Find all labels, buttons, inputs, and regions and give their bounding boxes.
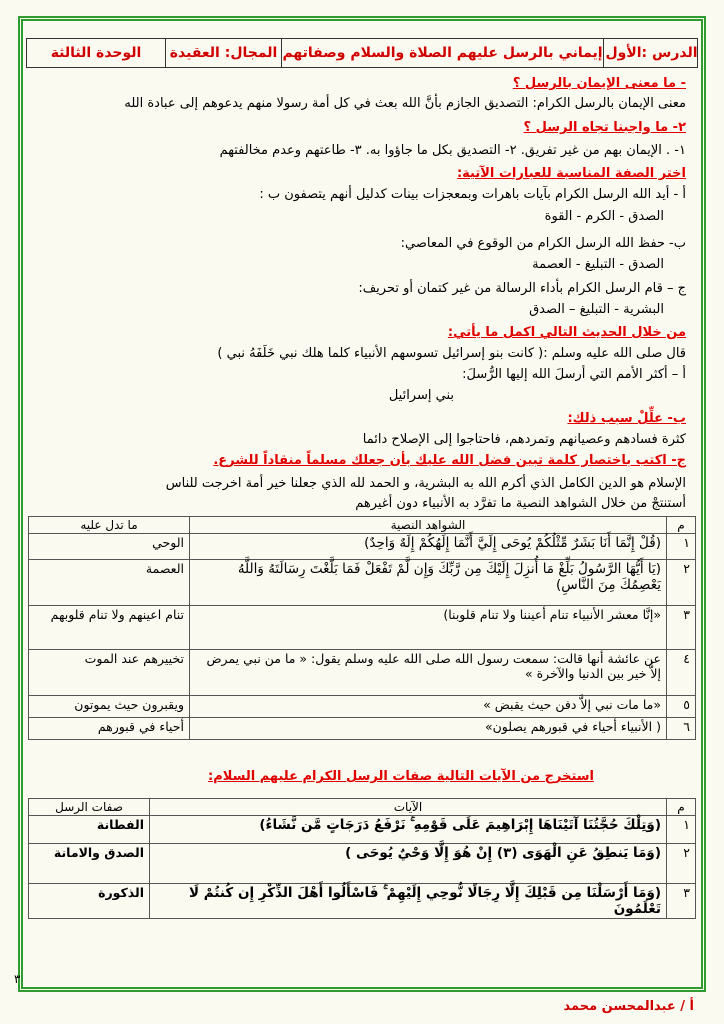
verse-cell: (وَتِلْكَ حُجَّتُنَا آتَيْنَاهَا إِبْرَاهِيمَ عَلَى قَوْمِهِ ۚ نَرْفَعُ دَرَجَاتٍ مَّن نَّشَاءُ) <box>150 816 667 844</box>
row-number: ٣ <box>667 884 696 919</box>
q4-b-heading: ب- علِّلْ سبب ذلك: <box>567 411 686 426</box>
lesson-title: إيماني بالرسل عليهم الصلاة والسلام وصفاتهم <box>281 39 603 67</box>
table-prophet-features <box>28 516 696 740</box>
col-header-meaning: ما تدل عليه <box>29 517 190 534</box>
q1-answer: معنى الإيمان بالرسل الكرام: التصديق الجازم بأنَّ الله بعث في كل أمة رسولا منهم يدعوهم إلى عبادة الله <box>124 96 686 111</box>
q3-b-options: الصدق - التبليغ - العصمة <box>532 257 664 272</box>
row-number: ١ <box>667 534 696 560</box>
meaning-cell: ويقبرون حيث يموتون <box>29 696 190 718</box>
attribute-cell: الذكورة <box>29 884 150 919</box>
q3-heading: اختر الصفة المناسبة للعبارات الآتية: <box>456 166 686 181</box>
table-row <box>29 560 696 606</box>
page-number: ٣ <box>14 972 21 986</box>
verse-cell: (وَمَا أَرْسَلْنَا مِن قَبْلِكَ إِلَّا رِجَالًا نُّوحِي إِلَيْهِمْ ۚ فَاسْأَلُوا أَهْلَ الذِّكْرِ إِن كُنتُمْ لَا تَعْلَمُونَ <box>150 884 667 919</box>
q4-a-text: أ – أكثر الأمم التي أرسلَ الله إليها الرُّسلَ: <box>462 367 686 382</box>
verse-cell: (وَمَا يَنطِقُ عَنِ الْهَوَى (٣) إِنْ هُوَ إِلَّا وَحْيٌ يُوحَى ) <box>150 844 667 884</box>
q3-a-options: الصدق - الكرم - القوة <box>544 209 664 224</box>
q3-c-options: البشرية - التبليغ – الصدق <box>529 302 664 317</box>
table-messenger-attributes <box>28 798 696 919</box>
field-label: المجال: العقيدة <box>165 39 281 67</box>
attribute-cell: الصدق والامانة <box>29 844 150 884</box>
table-row <box>29 696 696 718</box>
q3-c-text: ج – قام الرسل الكرام بأداء الرسالة من غير كتمان أو تحريف: <box>358 281 686 296</box>
meaning-cell: العصمة <box>29 560 190 606</box>
col-header-attributes: صفات الرسل <box>29 799 150 816</box>
row-number: ٢ <box>667 560 696 606</box>
meaning-cell: تخييرهم عند الموت <box>29 650 190 696</box>
table-row <box>29 718 696 740</box>
table-row <box>29 816 696 844</box>
table-row <box>29 884 696 919</box>
evidence-cell: ( الأنبياء أحياء في قبورهم يصلون» <box>190 718 667 740</box>
row-number: ٣ <box>667 606 696 650</box>
row-number: ٤ <box>667 650 696 696</box>
lesson-number: الدرس :الأول <box>603 39 699 67</box>
meaning-cell: تنام اعينهم ولا تنام قلوبهم <box>29 606 190 650</box>
meaning-cell: أحياء في قبورهم <box>29 718 190 740</box>
table2-heading: استخرج من الآيات التالية صفات الرسل الكرام عليهم السلام: <box>208 769 594 784</box>
evidence-cell: (قُلْ إِنَّمَا أَنَا بَشَرٌ مِّثْلُكُمْ يُوحَى إِلَيَّ أَنَّمَا إِلَهُكُمْ إِلَهٌ وَاحِدٌ) <box>190 534 667 560</box>
col-header-verses: الآيات <box>150 799 667 816</box>
table-row <box>29 844 696 884</box>
q3-b-text: ب- حفظ الله الرسل الكرام من الوقوع في المعاصي: <box>400 236 686 251</box>
evidence-cell: «ما مات نبي إلاَّ دفن حيث يقبض » <box>190 696 667 718</box>
q4-c-answer: الإسلام هو الدين الكامل الذي أكرم الله به البشرية، و الحمد لله الذي جعلنا خير أمة اخرجت للناس <box>165 476 686 491</box>
table-header-row <box>29 517 696 534</box>
row-number: ٦ <box>667 718 696 740</box>
row-number: ٢ <box>667 844 696 884</box>
q4-heading: من خلال الحديث التالي اكمل ما يأتي: <box>447 325 686 340</box>
q4-a-answer: بني إسرائيل <box>388 388 454 403</box>
table-header-row <box>29 799 696 816</box>
q1-question: - ما معنى الإيمان بالرسل ؟ <box>512 76 686 91</box>
q4-b-answer: كثرة فسادهم وعصيانهم وتمردهم، فاحتاجوا إلى الإصلاح دائما <box>362 432 686 447</box>
attribute-cell: الفطانة <box>29 816 150 844</box>
q2-answer: ١- . الإيمان بهم من غير تفريق. ٢- التصديق بكل ما جاؤوا به. ٣- طاعتهم وعدم مخالفتهم <box>219 143 686 158</box>
author-name: أ / عبدالمحسن محمد <box>563 999 694 1014</box>
lesson-header <box>26 38 698 68</box>
table-row <box>29 606 696 650</box>
col-header-evidence: الشواهد النصية <box>190 517 667 534</box>
col-header-number: م <box>667 517 696 534</box>
evidence-cell: (يَا أَيُّهَا الرَّسُولُ بَلِّغْ مَا أُنزِلَ إِلَيْكَ مِن رَّبِّكَ وَإِن لَّمْ تَفْعَلْ فَمَا بَلَّغْتَ رِسَالَتَهُ وَاللَّهُ يَعْصِمُكَ مِنَ النَّاسِ) <box>190 560 667 606</box>
evidence-cell: «إنَّا معشر الأنبياء تنام أعيننا ولا تنام قلوبنا) <box>190 606 667 650</box>
row-number: ١ <box>667 816 696 844</box>
q4-c-heading: ج- اكتب باختصار كلمة تبين فضل الله عليك بأن جعلك مسلماً منقاداً للشرع. <box>213 453 686 468</box>
evidence-cell: عن عائشة أنها قالت: سمعت رسول الله صلى الله عليه وسلم يقول: « ما من نبي يمرض إلاَّ خير بين الدنيا والآخرة » <box>190 650 667 696</box>
col-header-number: م <box>667 799 696 816</box>
table-row <box>29 534 696 560</box>
row-number: ٥ <box>667 696 696 718</box>
table1-intro: أستنتجْ من خلال الشواهد النصية ما تفرَّد به الأنبياء دون أغيرهم <box>355 496 686 511</box>
table-row <box>29 650 696 696</box>
meaning-cell: الوحي <box>29 534 190 560</box>
hadith-text: قال صلى الله عليه وسلم :( كانت بنو إسرائيل تسوسهم الأنبياء كلما هلك نبي خَلَفَهُ نبي ) <box>217 346 686 361</box>
unit-label: الوحدة الثالثة <box>50 45 142 61</box>
q2-question: ٢- ما واجبنا تجاه الرسل ؟ <box>523 120 686 135</box>
q3-a-text: أ - أيد الله الرسل الكرام بآيات باهرات وبمعجزات بينات كدليل أنهم يتصفون ب : <box>259 187 686 202</box>
